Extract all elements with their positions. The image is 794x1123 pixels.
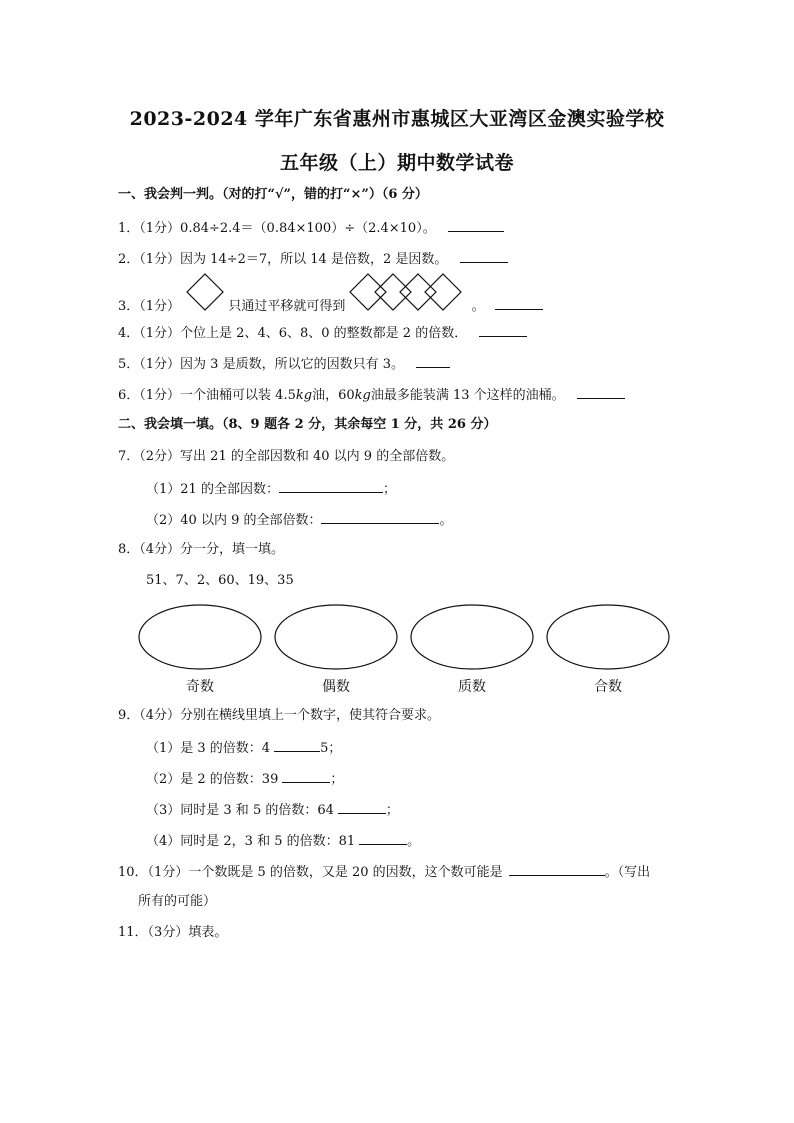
answer-blank-6[interactable] <box>577 385 625 399</box>
question-3-prefix: 3．（1分） <box>118 299 181 314</box>
question-8-numbers: 51、7、2、60、19、35 <box>146 573 294 588</box>
question-9: 9．（4分）分别在横线里填上一个数字，使其符合要求。 <box>118 708 441 723</box>
q9-3-text: （3）同时是 3 和 5 的倍数：64 <box>146 803 334 818</box>
question-11: 11．（3分）填表。 <box>118 925 228 940</box>
answer-blank-9-3[interactable] <box>338 800 386 814</box>
question-8: 8．（4分）分一分，填一填。 <box>118 542 285 557</box>
q7-2-end: 。 <box>439 513 453 528</box>
answer-blank-9-4[interactable] <box>359 831 407 845</box>
answer-blank-7-2[interactable] <box>321 510 439 524</box>
q10-text-a: 10．（1分）一个数既是 5 的倍数，又是 20 的因数，这个数可能是 <box>118 865 503 880</box>
q9-1-text: （1）是 3 的倍数：4 <box>146 741 271 756</box>
q10-text-b: 。（写出 <box>604 865 651 880</box>
answer-blank-1[interactable] <box>448 218 504 232</box>
q9-2-text: （2）是 2 的倍数：39 <box>146 772 279 787</box>
answer-blank-9-2[interactable] <box>282 769 330 783</box>
label-prime: 质数 <box>458 679 486 695</box>
label-odd: 奇数 <box>186 679 214 695</box>
question-2 <box>118 249 508 269</box>
question-5-text: 5．（1分）因为 3 是质数，所以它的因数只有 3。 <box>118 357 404 372</box>
question-6-text-c: 油最多能装满 13 个这样的油桶。 <box>370 388 565 403</box>
question-7-1-text: （1）21 的全部因数： <box>146 482 279 497</box>
question-3-middle: 只通过平移就可得到 <box>228 299 346 314</box>
answer-blank-3[interactable] <box>495 296 543 310</box>
question-7: 7．（2分）写出 21 的全部因数和 40 以内 9 的全部倍数。 <box>118 449 455 464</box>
q9-4-text: （4）同时是 2，3 和 5 的倍数：81 <box>146 834 356 849</box>
question-2-text: 2．（1分）因为 14÷2＝7，所以 14 是倍数，2 是因数。 <box>118 252 448 267</box>
question-9-part-1 <box>146 738 341 758</box>
composite-numbers-oval[interactable] <box>545 603 671 671</box>
question-1-text: 1．（1分）0.84÷2.4＝（0.84×100）÷（2.4×10）。 <box>118 221 436 236</box>
exam-title-line1: 2023-2024 学年广东省惠州市惠城区大亚湾区金澳实验学校 <box>129 108 665 130</box>
question-5 <box>118 354 450 374</box>
question-9-part-2 <box>146 769 343 789</box>
four-diamonds-figure <box>348 272 466 312</box>
answer-blank-7-1[interactable] <box>279 479 383 493</box>
question-9-part-3 <box>146 800 399 820</box>
even-numbers-oval[interactable] <box>273 603 399 671</box>
odd-numbers-oval[interactable] <box>137 603 263 671</box>
q9-4-end: 。 <box>407 834 421 849</box>
answer-blank-2[interactable] <box>460 249 508 263</box>
question-4-text: 4．（1分）个位上是 2、4、6、8、0 的整数都是 2 的倍数． <box>118 326 468 341</box>
question-6-text-a: 6．（1分）一个油桶可以装 4.5 <box>118 388 296 403</box>
question-10-continued: 所有的可能） <box>138 894 217 909</box>
label-even: 偶数 <box>322 679 350 695</box>
q9-1-end: 5； <box>320 741 342 756</box>
question-6 <box>118 385 625 405</box>
answer-blank-9-1[interactable] <box>274 738 320 752</box>
section1-heading: 一、我会判一判。（对的打“√”，错的打“×”）（6 分） <box>118 187 428 202</box>
question-7-part-2 <box>146 510 453 530</box>
question-3-suffix: 。 <box>471 299 485 314</box>
answer-blank-5[interactable] <box>416 354 450 368</box>
question-3 <box>118 296 543 316</box>
question-1 <box>118 218 504 238</box>
question-7-2-text: （2）40 以内 9 的全部倍数： <box>146 513 322 528</box>
answer-blank-10[interactable] <box>509 862 605 876</box>
q9-3-end: ； <box>385 803 399 818</box>
unit-kg-1: kg <box>295 388 313 403</box>
question-9-part-4 <box>146 831 420 851</box>
question-6-text-b: 油，60 <box>312 388 355 403</box>
q9-2-end: ； <box>330 772 344 787</box>
answer-blank-4[interactable] <box>479 323 527 337</box>
prime-numbers-oval[interactable] <box>409 603 535 671</box>
unit-kg-2: kg <box>354 388 371 403</box>
section2-heading: 二、我会填一填。（8、9 题各 2 分，其余每空 1 分，共 26 分） <box>118 417 497 432</box>
q7-1-end: ； <box>382 482 396 497</box>
single-diamond-figure <box>185 272 225 312</box>
question-4 <box>118 323 527 343</box>
label-composite: 合数 <box>594 679 622 695</box>
question-10 <box>118 862 650 882</box>
exam-title-line2: 五年级（上）期中数学试卷 <box>279 152 514 174</box>
question-7-part-1 <box>146 479 396 499</box>
